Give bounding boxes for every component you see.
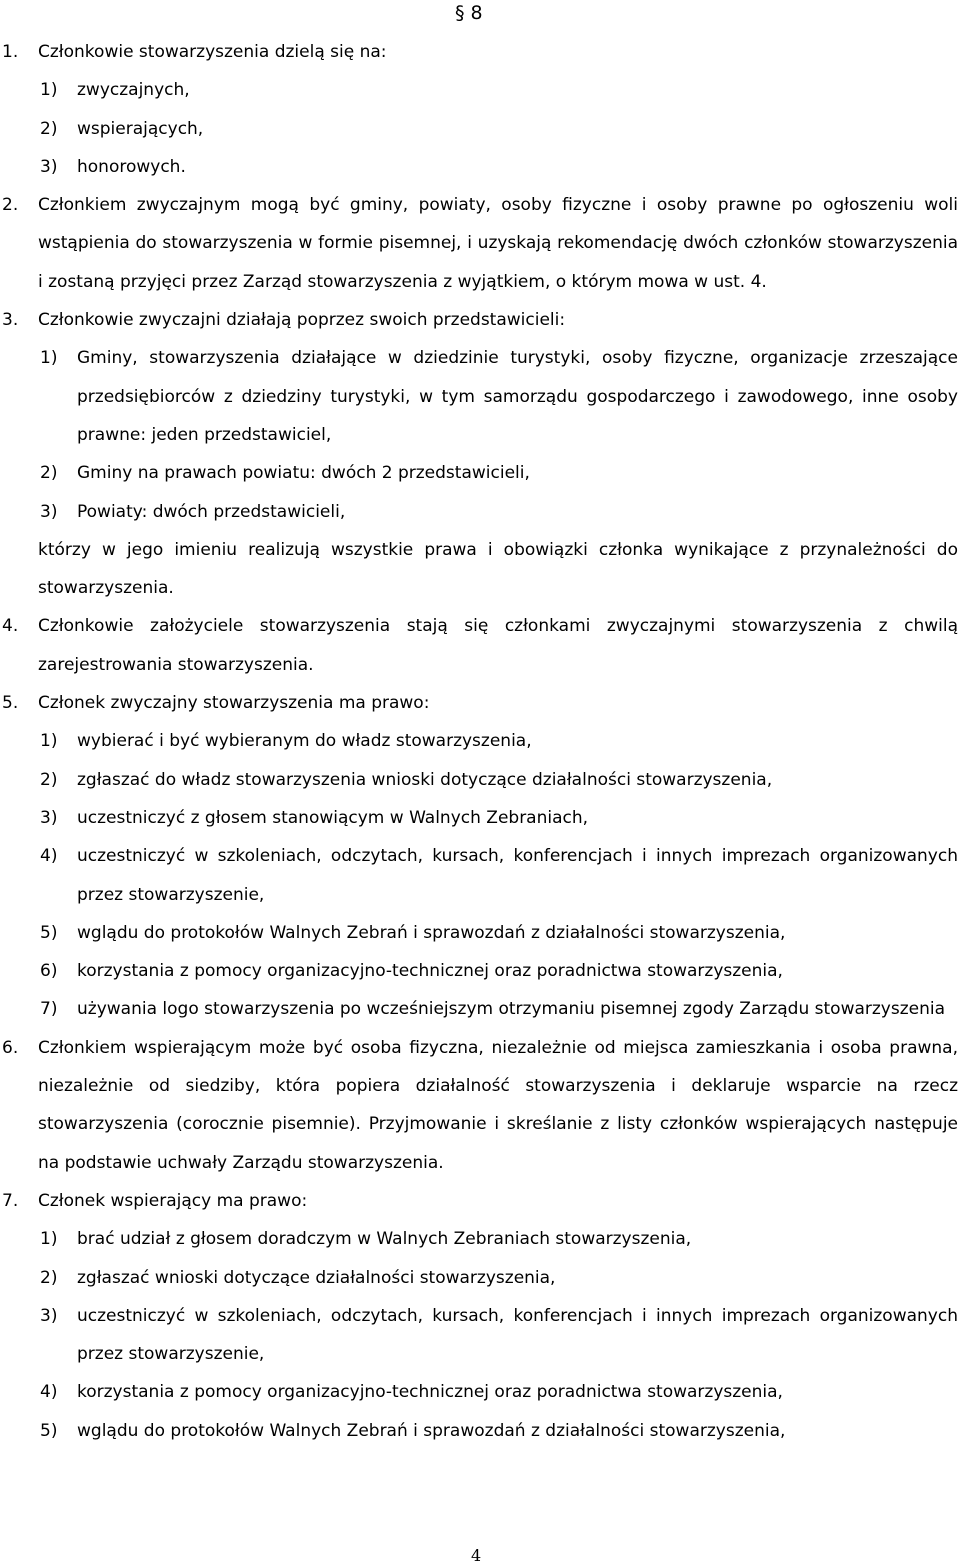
list-item: 1) wybierać i być wybieranym do władz stowarzyszenia, [40, 731, 532, 752]
point-1 [0, 33, 958, 186]
list-item: 6) korzystania z pomocy organizacyjno-technicznej oraz poradnictwa stowarzyszenia, [40, 961, 783, 982]
point-text: Członkowie zwyczajni działają poprzez swoich przedstawicieli: [38, 310, 566, 331]
point-text: Członek wspierający ma prawo: [38, 1190, 308, 1211]
list-item: 5) wglądu do protokołów Walnych Zebrań i sprawozdań z działalności stowarzyszenia, [40, 1420, 786, 1441]
point-number: 5. [2, 693, 19, 714]
list-item: 3) Powiaty: dwóch przedstawicieli, [40, 501, 346, 522]
point-number: 3. [2, 310, 19, 331]
list-item: 1) brać udział z głosem doradczym w Walnych Zebraniach stowarzyszenia, [40, 1229, 692, 1250]
point-number: 2. [2, 195, 19, 216]
list-item: 2) zgłaszać wnioski dotyczące działalności stowarzyszenia, [40, 1267, 556, 1288]
point-2 [0, 186, 958, 301]
list-item: 2) zgłaszać do władz stowarzyszenia wnioski dotyczące działalności stowarzyszenia, [40, 769, 773, 790]
point-text: Członkowie stowarzyszenia dzielą się na: [38, 42, 387, 62]
list-item: 5) wglądu do protokołów Walnych Zebrań i sprawozdań z działalności stowarzyszenia, [40, 922, 786, 943]
point-number: 1. [2, 42, 19, 62]
point-number: 7. [2, 1190, 19, 1211]
point-3 [0, 301, 958, 607]
point-number: 6. [2, 1037, 19, 1058]
point-4 [0, 607, 958, 684]
list-item: 2) Gminy na prawach powiatu: dwóch 2 przedstawicieli, [40, 463, 530, 484]
point-5 [0, 684, 958, 1029]
section-heading: § 8 [455, 2, 483, 24]
point-text: Członkiem wspierającym może być osoba fizyczna, niezależnie od miejsca zamieszkania i osoba prawna, niezależnie od siedziby, która popiera działalność stowarzyszenia i deklaruje wsparcie na rzecz stowarzyszenia (corocznie pisemnie). Przyjmowanie i skreślanie z listy członków wspierających następuje na podstawie uchwały Zarządu stowarzyszenia. [38, 1037, 958, 1173]
point-text: Członkiem zwyczajnym mogą być gminy, powiaty, osoby fizyczne i osoby prawne po ogłoszeniu woli wstąpienia do stowarzyszenia w formie pisemnej, i uzyskają rekomendację dwóch członków stowarzyszenia i zostaną przyjęci przez Zarząd stowarzyszenia z wyjątkiem, o którym mowa w ust. 4. [38, 195, 958, 292]
list-item: 7) używania logo stowarzyszenia po wcześniejszym otrzymaniu pisemnej zgody Zarządu stowarzyszenia [40, 999, 946, 1020]
list-item: 4) korzystania z pomocy organizacyjno-technicznej oraz poradnictwa stowarzyszenia, [40, 1382, 783, 1403]
point-6 [0, 1029, 958, 1182]
list-item: 1) Gminy, stowarzyszenia działające w dziedzinie turystyki, osoby fizyczne, organizacje zrzeszające przedsiębiorców z dziedziny turystyki, w tym samorządu gospodarczego i zawodowego, inne osoby prawne: jeden przedstawiciel, [40, 348, 958, 445]
list-item: 2) wspierających, [40, 118, 204, 139]
point-7 [0, 1182, 958, 1450]
point-text: Członek zwyczajny stowarzyszenia ma prawo: [38, 693, 430, 714]
point-note: którzy w jego imieniu realizują wszystkie prawa i obowiązki członka wynikające z przynależności do stowarzyszenia. [38, 539, 958, 599]
page-number: 4 [471, 1546, 482, 1565]
point-number: 4. [2, 616, 19, 637]
document-body [0, 33, 958, 1450]
list-item: 3) honorowych. [40, 156, 186, 177]
list-item: 1) zwyczajnych, [40, 80, 190, 101]
list-item: 3) uczestniczyć w szkoleniach, odczytach, kursach, konferencjach i innych imprezach organizowanych przez stowarzyszenie, [40, 1305, 958, 1365]
list-item: 4) uczestniczyć w szkoleniach, odczytach, kursach, konferencjach i innych imprezach organizowanych przez stowarzyszenie, [40, 846, 958, 905]
list-item: 3) uczestniczyć z głosem stanowiącym w Walnych Zebraniach, [40, 807, 589, 828]
point-text: Członkowie założyciele stowarzyszenia stają się członkami zwyczajnymi stowarzyszenia z chwilą zarejestrowania stowarzyszenia. [38, 616, 958, 675]
